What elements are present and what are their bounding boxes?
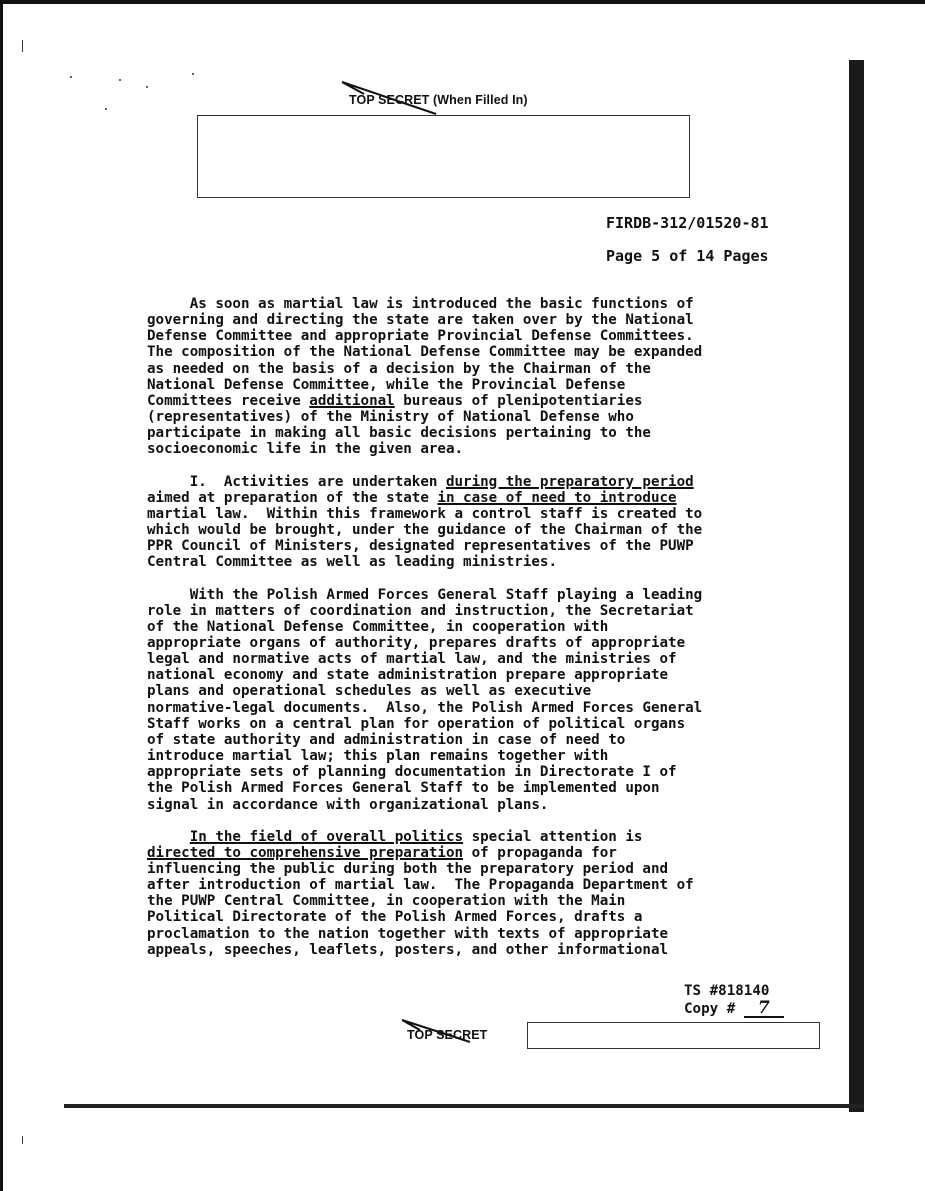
paragraph: In the field of overall politics special attention is directed to comprehensive preparation of propaganda for influencing the public during both the preparatory period and after introduction of martial law. The Propaganda Department of the PUWP Central Committee, in cooperation with the Main Political Directorate of the Polish Armed Forces, drafts a proclamation to the nation together with texts of appropriate appeals, speeches, leaflets, posters, and other informational	[147, 828, 694, 958]
underlined-phrase: during the preparatory period	[445, 473, 694, 490]
redaction-strike-mark	[340, 78, 440, 118]
copy-line	[684, 1000, 784, 1018]
scan-speck	[70, 76, 72, 78]
scan-border-top	[0, 0, 925, 4]
paragraph: I. Activities are undertaken during the preparatory period aimed at preparation of the state in case of need to introduce martial law. Within this framework a control staff is created to which would be brought, under the guidance of the Chairman of the PPR Council of Ministers, designated representatives of the PUWP Central Committee as well as leading ministries.	[147, 473, 703, 571]
scan-speck	[146, 86, 148, 88]
paragraph: As soon as martial law is introduced the basic functions of governing and directing the state are taken over by the National Defense Committee and appropriate Provincial Defense Committees. The composition of the National Defense Committee may be expanded as needed on the basis of a decision by the Chairman of the National Defense Committee, while the Provincial Defense Committees receive additional bureaus of plenipotentiaries (representatives) of the Ministry of National Defense who participate in making all basic decisions pertaining to the socioeconomic life in the given area.	[147, 296, 703, 458]
page-number: Page 5 of 14 Pages	[606, 247, 769, 265]
scan-speck	[119, 79, 121, 81]
scan-speck	[22, 40, 23, 52]
document-reference: FIRDB-312/01520-81	[606, 214, 769, 232]
redaction-box	[527, 1022, 820, 1049]
control-number-block	[684, 982, 784, 1018]
copy-label: Copy #	[684, 1001, 736, 1017]
scan-speck	[105, 108, 107, 110]
scan-edge-bar	[849, 60, 864, 1112]
scan-speck	[192, 73, 194, 75]
classification-footer: TOP SECRET	[407, 1028, 488, 1042]
scan-speck	[22, 1136, 23, 1144]
underlined-phrase: additional	[309, 392, 395, 409]
underlined-phrase: directed to comprehensive preparation	[147, 844, 464, 861]
redaction-strike-mark	[400, 1016, 480, 1046]
body-text	[147, 296, 787, 974]
copy-number: 7	[744, 1001, 784, 1018]
redaction-box	[197, 115, 690, 198]
paragraph: With the Polish Armed Forces General Staff playing a leading role in matters of coordination and instruction, the Secretariat of the National Defense Committee, in cooperation with appropriate organs of authority, prepares drafts of appropriate legal and normative acts of martial law, and the ministries of national economy and state administration prepare appropriate plans and operational schedules as well as executive normative-legal documents. Also, the Polish Armed Forces General Staff works on a central plan for operation of political organs of state authority and administration in case of need to introduce martial law; this plan remains together with appropriate sets of planning documentation in Directorate I of the Polish Armed Forces General Staff to be implemented upon signal in accordance with organizational plans.	[147, 586, 703, 813]
underlined-phrase: In the field of overall politics	[189, 828, 464, 845]
bottom-rule	[64, 1104, 864, 1108]
underlined-phrase: in case of need to introduce	[437, 489, 677, 506]
ts-number: TS #818140	[684, 983, 770, 999]
classification-header: TOP SECRET (When Filled In)	[349, 93, 528, 107]
scan-border-left	[0, 0, 3, 1191]
